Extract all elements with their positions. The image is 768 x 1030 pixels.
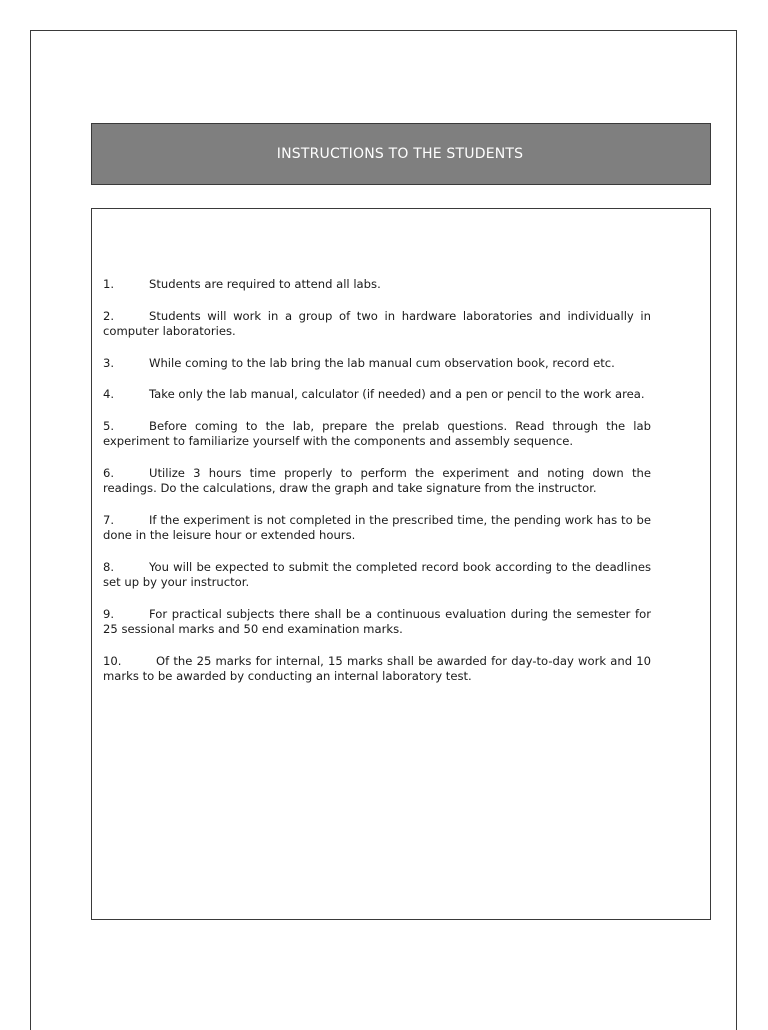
- instruction-item: [103, 560, 651, 591]
- instruction-item: [103, 387, 651, 403]
- instruction-number: 5.: [103, 418, 115, 433]
- instruction-number: 4.: [103, 387, 115, 401]
- instruction-item: [103, 466, 651, 497]
- instruction-item: [103, 654, 651, 685]
- instruction-number: 1.: [103, 277, 115, 291]
- instruction-number: 7.: [103, 512, 115, 527]
- instruction-number: 6.: [103, 465, 115, 480]
- title-banner: [91, 123, 711, 185]
- instruction-text: Students are required to attend all labs.: [149, 277, 381, 291]
- instruction-text: Take only the lab manual, calculator (if needed) and a pen or pencil to the work area.: [149, 387, 645, 401]
- instruction-text: Before coming to the lab, prepare the prelab questions. Read through the lab experiment to familiarize yourself with the components and assembly sequence.: [103, 418, 651, 448]
- instruction-item: [103, 607, 651, 638]
- instruction-text: You will be expected to submit the completed record book according to the deadlines set up by your instructor.: [103, 559, 651, 589]
- instruction-number: 9.: [103, 606, 115, 621]
- instructions-list: [103, 277, 651, 701]
- instruction-text: While coming to the lab bring the lab manual cum observation book, record etc.: [149, 355, 615, 370]
- instruction-item: [103, 513, 651, 544]
- instruction-number: 8.: [103, 559, 115, 574]
- instruction-number: 3.: [103, 355, 115, 370]
- instruction-text: For practical subjects there shall be a continuous evaluation during the semester for 25 sessional marks and 50 end examination marks.: [103, 606, 651, 636]
- instruction-item: [103, 419, 651, 450]
- instruction-text: Students will work in a group of two in hardware laboratories and individually in computer laboratories.: [103, 308, 651, 338]
- instruction-item: [103, 356, 651, 372]
- instruction-text: If the experiment is not completed in the prescribed time, the pending work has to be done in the leisure hour or extended hours.: [103, 512, 651, 542]
- instruction-item: [103, 277, 651, 293]
- instruction-number: 10.: [103, 653, 122, 668]
- instruction-text: Of the 25 marks for internal, 15 marks shall be awarded for day-to-day work and 10 marks to be awarded by conducting an internal laboratory test.: [103, 653, 651, 683]
- instruction-text: Utilize 3 hours time properly to perform the experiment and noting down the readings. Do the calculations, draw the graph and take signature from the instructor.: [103, 465, 651, 495]
- page-title: INSTRUCTIONS TO THE STUDENTS: [276, 146, 524, 162]
- instruction-number: 2.: [103, 308, 115, 323]
- instruction-item: [103, 309, 651, 340]
